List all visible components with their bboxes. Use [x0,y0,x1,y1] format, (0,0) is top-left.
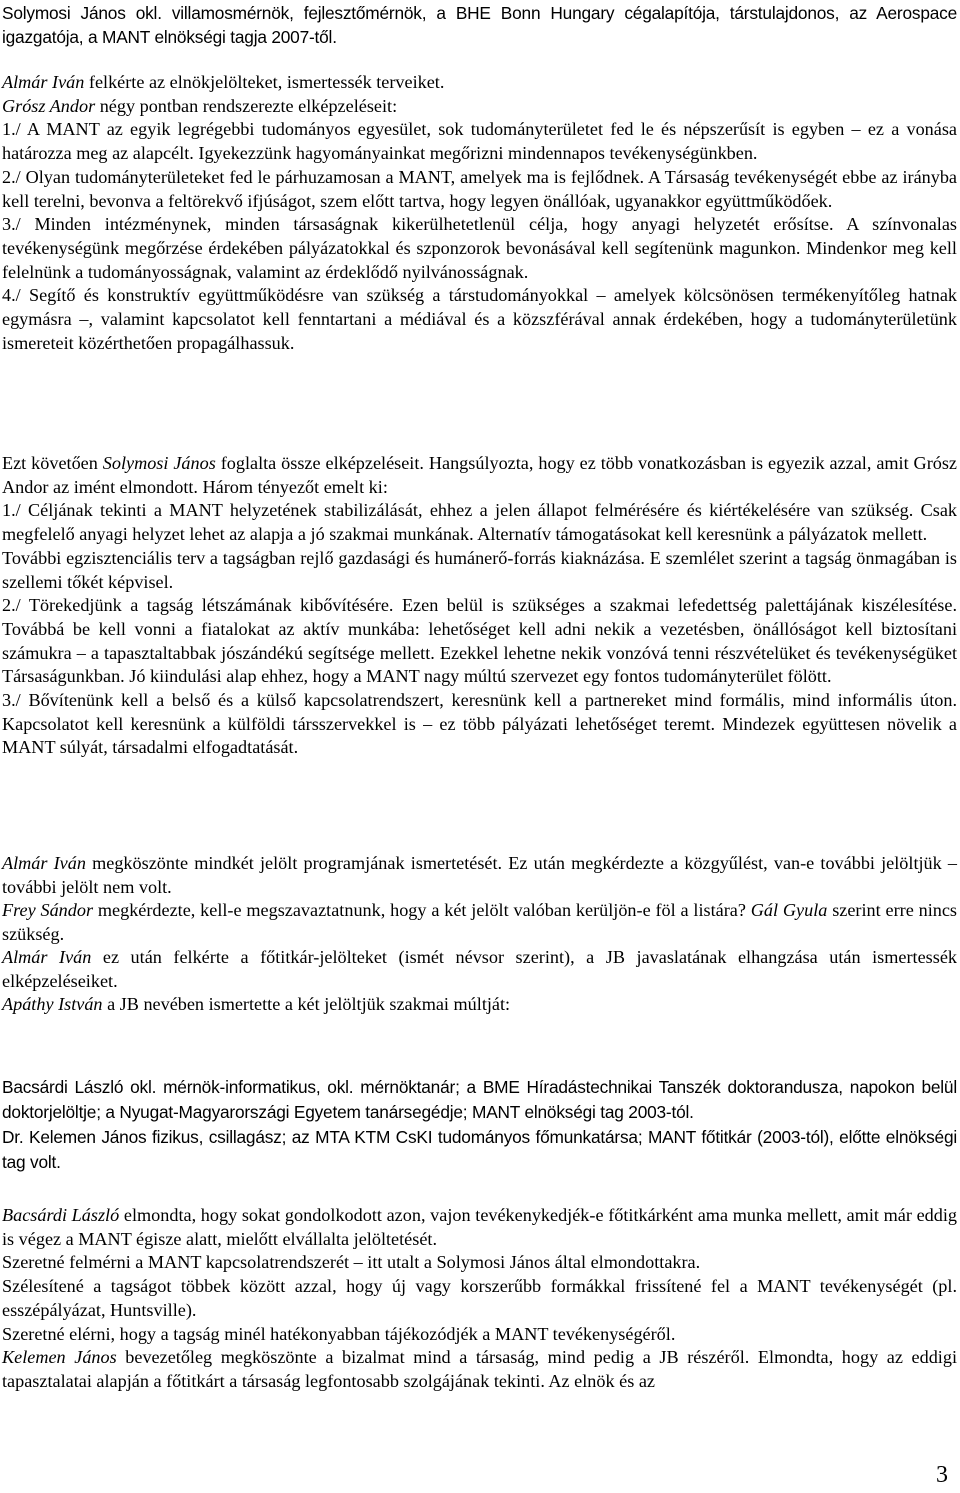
grosz-point-1: 1./ A MANT az egyik legrégebbi tudományos egyesület, sok tudományterületet fed le és népszerűsít is egyben – ez a vonása határozza meg az alapcélt. Igyekezzünk hagyományainkat megőrizni mindennapos tevékenységünkben. [2,119,957,164]
secretary-section [2,946,957,1017]
frey-question: Frey Sándor megkérdezte, kell-e megszavaztatnunk, hogy a két jelölt valóban kerüljön-e föl a listára? Gál Gyula szerint erre nincs szükség. [2,900,957,945]
bacsardi-speech [2,1204,957,1394]
almar-thanks: Almár Iván megköszönte mindkét jelölt programjának ismertetését. Ez után megkérdezte a közgyűlést, van-e további jelöltjük – további jelölt nem volt. [2,853,957,897]
bacsardi-speech-2: Szeretné felmérni a MANT kapcsolatrendszerét – itt utalt a Solymosi János által elmondottakra. [2,1252,701,1273]
bacsardi-speech-4: Szeretné elérni, hogy a tagság minél hatékonyabban tájékozódjék a MANT tevékenységéről. [2,1323,676,1344]
speaker-name: Almár Iván [2,72,85,92]
speaker-name: Grósz Andor [2,95,96,116]
solymosi-point-3: 3./ Bővítenünk kell a belső és a külső kapcsolatrendszert, keresnünk kell a partnereket mind formális, mind informális úton. Kapcsolatot kell keresnünk a külföldi társszervekkel is – ez több pályázati lehetőséget teremt. Mindezek együttesen növelik a MANT súlyát, társadalmi elfogadtatását. [2,690,957,758]
almar-secretary-request: Almár Iván ez után felkérte a főtitkár-jelölteket (ismét névsor szerint), a JB javaslatának elhangzása után ismertessék elképzeléseiket. [2,947,957,991]
speaker-name: Kelemen János [2,1347,117,1368]
grosz-section [2,71,957,355]
bacsardi-bio: Bacsárdi László okl. mérnök-informatikus, okl. mérnöktanár; a BME Híradástechnikai Tanszék doktorandusza, napokon belül doktorjelöltje; a Nyugat-Magyarországi Egyetem tanársegédje; MANT elnökségi tag 2003-tól. [2,1077,957,1122]
candidates-discussion [2,852,957,947]
bacsardi-speech-1: Bacsárdi László elmondta, hogy sokat gondolkodott azon, vajon tevékenykedjék-e főtitkárként ama munka mellett, amit már eddig is végez a MANT égisze alatt, mielőtt elvállalta jelöltetését. [2,1205,958,1249]
page-number: 3 [936,1462,948,1488]
solymosi-section [2,452,957,760]
solymosi-intro: Ezt követően Solymosi János foglalta össze elképzeléseit. Hangsúlyozta, hogy ez több vonatkozásban is egyezik azzal, amit Grósz Andor az imént elmondott. Három tényezőt emelt ki: [2,453,957,497]
speaker-name: Solymosi János [102,453,216,473]
grosz-intro: Grósz Andor négy pontban rendszerezte elképzeléseit: [2,95,398,116]
speaker-name: Almár Iván [2,853,86,873]
candidate-bios [2,1075,957,1175]
speaker-name: Frey Sándor [2,900,94,921]
grosz-point-3: 3./ Minden intézménynek, minden társaságnak kikerülhetetlenül célja, hogy anyagi helyzetét erősítse. A színvonalas tevékenységünk megőrzése érdekében pályázatokkal és szponzorok bevonásával kell segítenünk magunkon. Mindenkor meg kell felelnünk a tudományosságnak, valamint az érdeklődő nyilvánosságnak. [2,214,957,282]
kelemen-bio: Dr. Kelemen János fizikus, csillagász; az MTA KTM CsKI tudományos főmunkatársa; MANT főtitkár (2003-tól), előtte elnökségi tag volt. [2,1127,957,1172]
almar-request: Almár Iván felkérte az elnökjelölteket, ismertessék terveiket. [2,72,445,92]
speaker-name: Apáthy István [2,994,103,1015]
speaker-name: Gál Gyula [750,900,828,921]
solymosi-point-1-continued: További egzisztenciális terv a tagságban rejlő gazdasági és humánerő-forrás kiaknázása. E szemlélet szerint a tagság önmagában is szellemi tőkét képvisel. [2,547,957,592]
solymosi-point-1: 1./ Céljának tekinti a MANT helyzetének stabilizálását, ehhez a jelen állapot felmérésére és kiértékelésére van szükség. Csak megfelelő anyagi helyzet lehet az alapja a jó szakmai munkának. Alternatív támogatásokat kell keresnünk a pályázatok mellett. [2,500,957,545]
solymosi-point-2: 2./ Törekedjünk a tagság létszámának kibővítésére. Ezen belül is szükséges a szakmai lefedettség palettájának kiszélesítése. Továbbá be kell vonni a fiatalokat az aktív munkába: lehetőséget kell adni nekik a vezetésben, önállóságot kell biztosítani számukra – a tapasztaltabbak jószándékú segítsége mellett. Ezekkel lehetne nekik vonzóvá tenni részvételüket és tevékenységüket Társaságunkban. Jó kiindulási alap ehhez, hogy a MANT nagy múltú szervezet egy fontos tudományterület fölött. [2,595,957,687]
grosz-point-4: 4./ Segítő és konstruktív együttműködésre van szükség a társtudományokkal – amelyek kölcsönösen termékenyítőleg hatnak egymásra –, valamint kapcsolatot kell fenntartani a médiával és a közszférával annak érdekében, hogy a tudományterületünk ismereteit közérthetően propagálhassuk. [2,285,957,353]
grosz-point-2: 2./ Olyan tudományterületeket fed le párhuzamosan a MANT, amelyek ma is fejlődnek. A Társaság tevékenységét ebbe az irányba kell terelni, bevonva a feltörekvő ifjúságot, szem előtt tartva, hogy legyen önállóak, ugyanakkor együttműködőek. [2,166,957,211]
kelemen-speech: Kelemen János bevezetőleg megköszönte a bizalmat mind a társaság, mind pedig a JB részéről. Elmondta, hogy az eddigi tapasztalatai alapján a főtitkárt a társaság legfontosabb szolgájának tekinti. Az elnök és az [2,1347,957,1391]
speaker-name: Bacsárdi László [2,1205,120,1225]
apathy-intro: Apáthy István a JB nevében ismertette a két jelöltjük szakmai múltját: [2,994,511,1015]
intro-paragraph: Solymosi János okl. villamosmérnök, fejlesztőmérnök, a BHE Bonn Hungary cégalapítója, társtulajdonos, az Aerospace igazgatója, a MANT elnökségi tagja 2007-től. [2,3,957,47]
bacsardi-speech-3: Szélesítené a tagságot többek között azzal, hogy új vagy korszerűbb formákkal frissítené fel a MANT tevékenységét (pl. esszépályázat, Huntsville). [2,1276,957,1320]
speaker-name: Almár Iván [2,947,92,967]
